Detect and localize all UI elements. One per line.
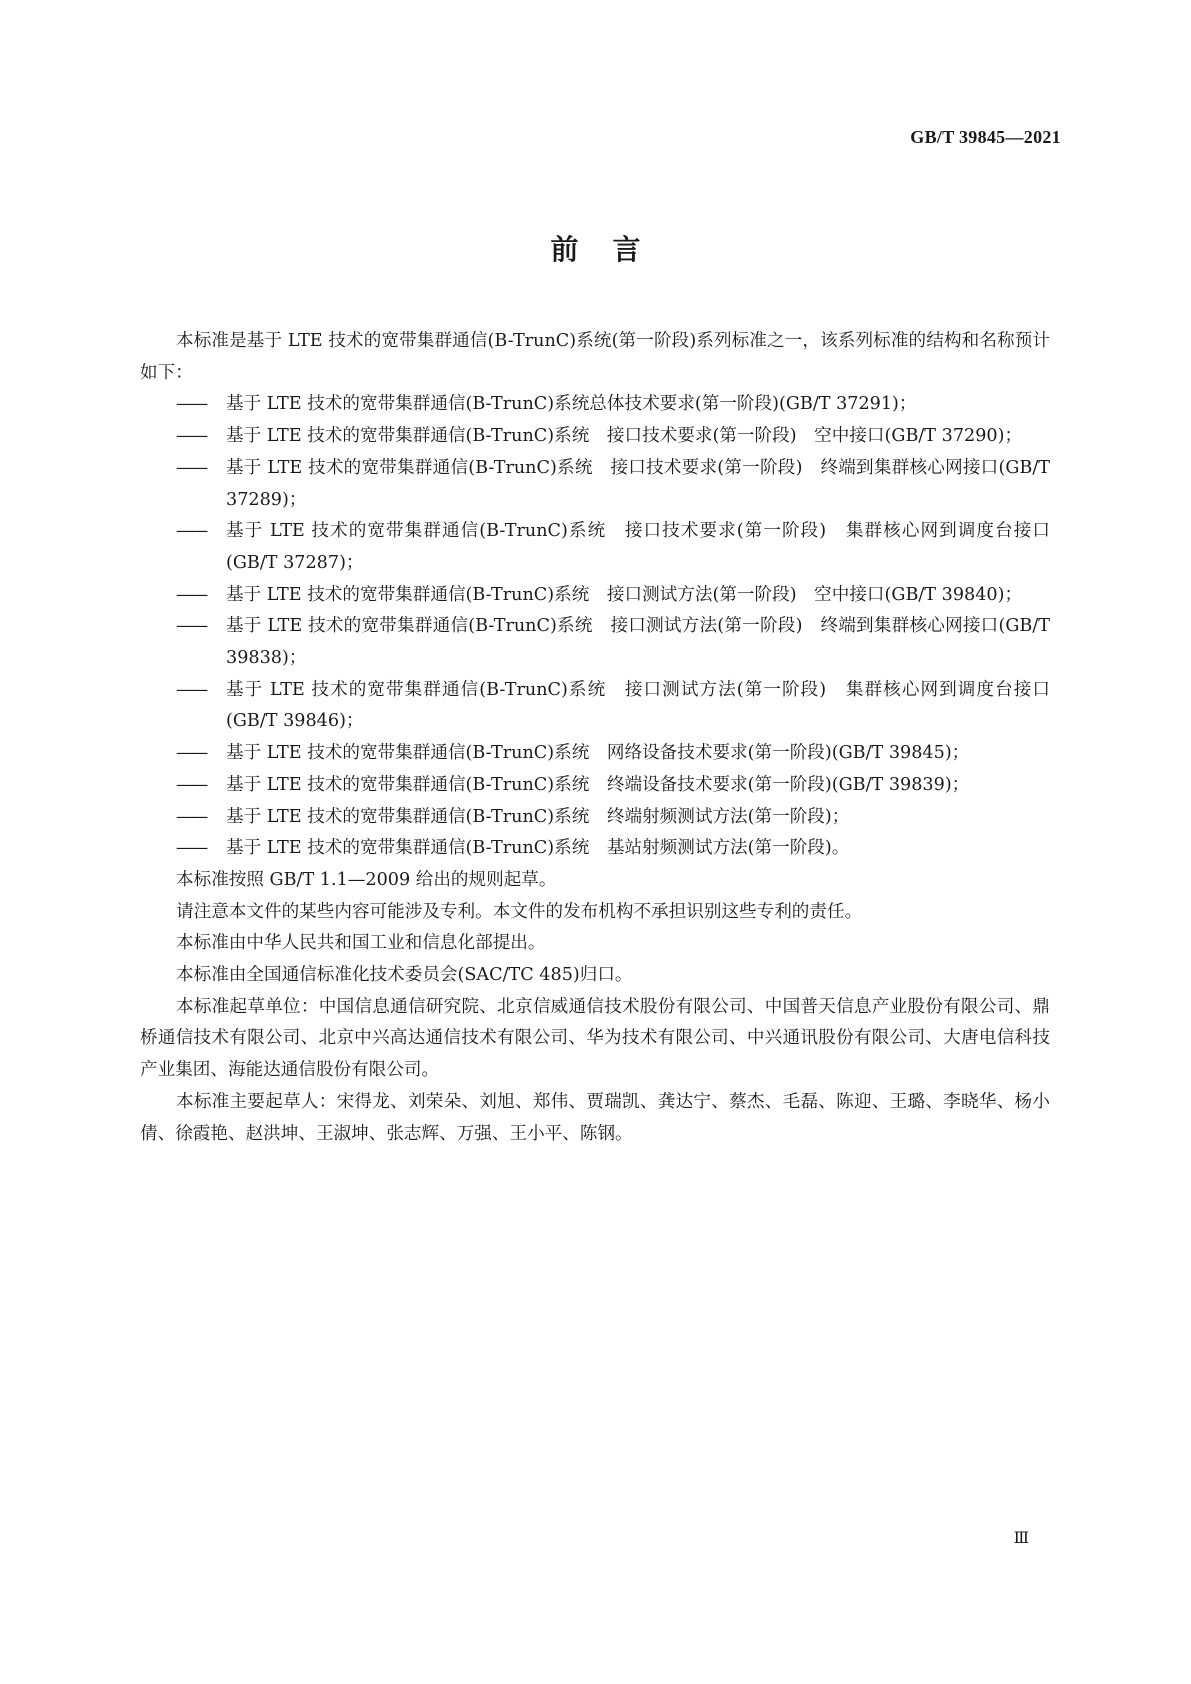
list-dash: ——: [176, 774, 206, 795]
series-item-text: 基于 LTE 技术的宽带集群通信(B-TrunC)系统 接口技术要求(第一阶段) 终端到集群核心网接口(GB/T 37289)；: [226, 457, 1050, 510]
list-dash: ——: [176, 584, 206, 605]
list-dash: ——: [176, 426, 206, 447]
series-item: [140, 833, 1050, 865]
list-dash: ——: [176, 394, 206, 415]
series-item-text: 基于 LTE 技术的宽带集群通信(B-TrunC)系统 接口测试方法(第一阶段) 集群核心网到调度台接口(GB/T 39846)；: [226, 679, 1050, 732]
series-item: [140, 389, 1050, 421]
list-dash: ——: [176, 838, 206, 859]
drafting-units-paragraph: 本标准起草单位：中国信息通信研究院、北京信威通信技术股份有限公司、中国普天信息产业股份有限公司、鼎桥通信技术有限公司、北京中兴高达通信技术有限公司、华为技术有限公司、中兴通讯股份有限公司、大唐电信科技产业集团、海能达通信股份有限公司。: [140, 996, 1050, 1081]
series-item-text: 基于 LTE 技术的宽带集群通信(B-TrunC)系统 接口技术要求(第一阶段) 空中接口(GB/T 37290)；: [226, 426, 1023, 447]
series-item-text: 基于 LTE 技术的宽带集群通信(B-TrunC)系统总体技术要求(第一阶段)(GB/T 37291)；: [226, 394, 917, 415]
series-item-text: 基于 LTE 技术的宽带集群通信(B-TrunC)系统 接口测试方法(第一阶段) 终端到集群核心网接口(GB/T 39838)；: [226, 616, 1050, 669]
list-dash: ——: [176, 616, 206, 637]
series-item: [140, 421, 1050, 453]
series-item: [140, 580, 1050, 612]
list-dash: ——: [176, 743, 206, 764]
proposer-paragraph: 本标准由中华人民共和国工业和信息化部提出。: [176, 933, 546, 954]
patent-notice-paragraph: 请注意本文件的某些内容可能涉及专利。本文件的发布机构不承担识别这些专利的责任。: [176, 901, 863, 922]
page-number: Ⅲ: [1013, 1530, 1029, 1547]
list-dash: ——: [176, 679, 206, 700]
intro-paragraph: 本标准是基于 LTE 技术的宽带集群通信(B-TrunC)系统(第一阶段)系列标准之一，该系列标准的结构和名称预计如下：: [140, 331, 1050, 383]
drafters-paragraph: 本标准主要起草人：宋得龙、刘荣朵、刘旭、郑伟、贾瑞凯、龚达宁、蔡杰、毛磊、陈迎、王璐、李晓华、杨小倩、徐霞艳、赵洪坤、王淑坤、张志辉、万强、王小平、陈钢。: [140, 1091, 1050, 1144]
page-title: 前言: [550, 233, 675, 266]
series-item-text: 基于 LTE 技术的宽带集群通信(B-TrunC)系统 基站射频测试方法(第一阶段)。: [226, 838, 850, 859]
series-item: [140, 802, 1050, 834]
series-item: [140, 675, 1050, 738]
series-list: [140, 389, 1050, 865]
drafting-rule-paragraph: 本标准按照 GB/T 1.1—2009 给出的规则起草。: [176, 869, 557, 890]
standard-code: GB/T 39845—2021: [910, 127, 1061, 147]
series-item: [140, 770, 1050, 802]
series-item: [140, 738, 1050, 770]
series-item-text: 基于 LTE 技术的宽带集群通信(B-TrunC)系统 终端射频测试方法(第一阶段)；: [226, 806, 850, 827]
list-dash: ——: [176, 806, 206, 827]
list-dash: ——: [176, 521, 206, 542]
series-item: [140, 516, 1050, 579]
series-item-text: 基于 LTE 技术的宽带集群通信(B-TrunC)系统 终端设备技术要求(第一阶段)(GB/T 39839)；: [226, 774, 970, 795]
committee-paragraph: 本标准由全国通信标准化技术委员会(SAC/TC 485)归口。: [176, 965, 633, 986]
foreword-body: [140, 326, 1050, 1150]
series-item: [140, 611, 1050, 674]
series-item-text: 基于 LTE 技术的宽带集群通信(B-TrunC)系统 接口技术要求(第一阶段) 集群核心网到调度台接口(GB/T 37287)；: [226, 521, 1050, 573]
series-item-text: 基于 LTE 技术的宽带集群通信(B-TrunC)系统 网络设备技术要求(第一阶段)(GB/T 39845)；: [226, 743, 970, 764]
list-dash: ——: [176, 457, 206, 478]
series-item: [140, 453, 1050, 516]
series-item-text: 基于 LTE 技术的宽带集群通信(B-TrunC)系统 接口测试方法(第一阶段) 空中接口(GB/T 39840)；: [226, 584, 1023, 605]
